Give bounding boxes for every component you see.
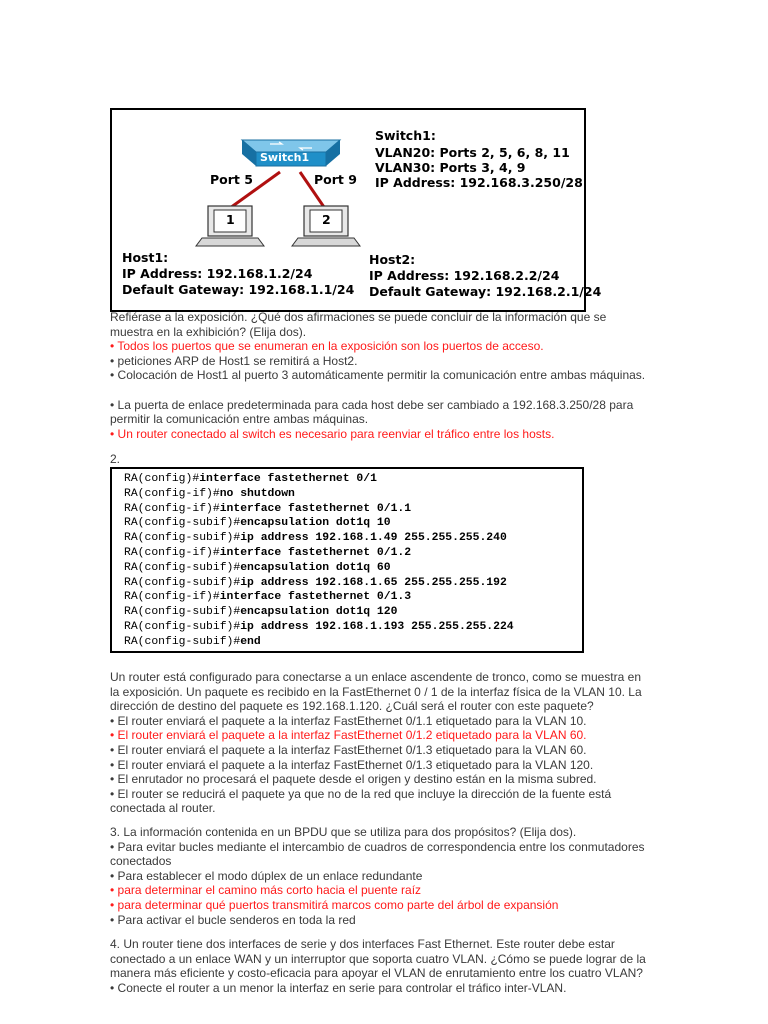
host1-ip: IP Address: 192.168.1.2/24 bbox=[122, 266, 313, 281]
switch-info-vlan30: VLAN30: Ports 3, 4, 9 bbox=[375, 160, 526, 175]
q1-answer: permitir la comunicación entre ambas máquinas. bbox=[110, 412, 369, 427]
pc1-number: 1 bbox=[226, 212, 235, 227]
q3-answer: conectados bbox=[110, 854, 172, 869]
q2-answer: • El enrutador no procesará el paquete desde el origen y destino están en la misma subred. bbox=[110, 772, 597, 787]
code-prompt: RA(config-subif)# bbox=[124, 635, 241, 648]
code-line bbox=[124, 577, 507, 589]
q4-question-line: conectado a un enlace WAN y un interruptor que soporta cuatro VLAN. ¿Cómo se puede lograr de la bbox=[110, 951, 646, 966]
code-command: ip address 192.168.1.49 255.255.255.240 bbox=[240, 532, 507, 545]
code-prompt: RA(config-if)# bbox=[124, 487, 220, 500]
q1-answer-correct: • Todos los puertos que se enumeran en la exposición son los puertos de acceso. bbox=[110, 339, 544, 354]
code-line bbox=[124, 606, 397, 618]
switch-info-vlan20: VLAN20: Ports 2, 5, 6, 8, 11 bbox=[375, 145, 570, 160]
code-prompt: RA(config-subif)# bbox=[124, 576, 241, 589]
q2-number: 2. bbox=[110, 452, 121, 466]
code-prompt: RA(config-subif)# bbox=[124, 606, 241, 619]
q3-question-line: 3. La información contenida en un BPDU que se utiliza para dos propósitos? (Elija dos). bbox=[110, 825, 577, 839]
q2-answer: • El router se reducirá el paquete ya que no de la red que incluye la dirección de la fuente está bbox=[110, 786, 612, 801]
q1-question-line: Refiérase a la exposición. ¿Qué dos afirmaciones se puede concluir de la información que se bbox=[110, 310, 607, 324]
q2-answer: • El router enviará el paquete a la interfaz FastEthernet 0/1.3 etiquetado para la VLAN 60. bbox=[110, 742, 587, 757]
q2-answer: • El router enviará el paquete a la interfaz FastEthernet 0/1.3 etiquetado para la VLAN 120. bbox=[110, 757, 594, 772]
code-command: interface fastethernet 0/1.1 bbox=[219, 502, 412, 515]
code-line bbox=[124, 488, 295, 500]
code-prompt: RA(config-if)# bbox=[124, 591, 220, 604]
q3-answer-correct: • para determinar el camino más corto hacia el puente raíz bbox=[110, 883, 422, 898]
q1-answer-correct: • Un router conectado al switch es necesario para reenviar el tráfico entre los hosts. bbox=[110, 426, 555, 441]
port5-label: Port 5 bbox=[210, 172, 253, 187]
host1-title: Host1: bbox=[122, 250, 169, 265]
code-line bbox=[124, 473, 377, 485]
question-3 bbox=[110, 825, 670, 927]
code-command: interface fastethernet 0/1.3 bbox=[219, 591, 412, 604]
switch-label: Switch1 bbox=[260, 151, 310, 164]
q1-spacer bbox=[110, 383, 670, 398]
code-command: end bbox=[240, 635, 261, 648]
q2-answer-correct: • El router enviará el paquete a la interfaz FastEthernet 0/1.2 etiquetado para la VLAN 60. bbox=[110, 728, 587, 743]
host2-title: Host2: bbox=[369, 252, 416, 267]
q2-answer: conectada al router. bbox=[110, 801, 216, 816]
q4-question-line: 4. Un router tiene dos interfaces de serie y dos interfaces Fast Ethernet. Este router debe estar bbox=[110, 937, 615, 951]
host2-ip: IP Address: 192.168.2.2/24 bbox=[369, 268, 560, 283]
port9-label: Port 9 bbox=[314, 172, 357, 187]
q3-answer-correct: • para determinar qué puertos transmitirá marcos como parte del árbol de expansión bbox=[110, 897, 559, 912]
question-2 bbox=[110, 670, 670, 816]
q4-answer: • Conecte el router a un menor la interfaz en serie para controlar el tráfico inter-VLAN. bbox=[110, 980, 567, 995]
switch-info-title: Switch1: bbox=[375, 128, 436, 143]
q1-question-line: muestra en la exhibición? (Elija dos). bbox=[110, 324, 307, 339]
code-command: interface fastethernet 0/1 bbox=[199, 473, 377, 485]
code-command: no shutdown bbox=[219, 487, 295, 500]
host2-gateway: Default Gateway: 192.168.2.1/24 bbox=[369, 284, 602, 299]
q4-question-line: manera más eficiente y costo-eficacia para apoyar el VLAN de enrutamiento entre los cuatro VLAN? bbox=[110, 966, 643, 981]
host1-gateway: Default Gateway: 192.168.1.1/24 bbox=[122, 282, 355, 297]
switch-info-ip: IP Address: 192.168.3.250/28 bbox=[375, 175, 583, 190]
code-line bbox=[124, 636, 261, 648]
code-prompt: RA(config-subif)# bbox=[124, 561, 241, 574]
question-1 bbox=[110, 310, 670, 441]
code-command: ip address 192.168.1.193 255.255.255.224 bbox=[240, 621, 514, 633]
code-prompt: RA(config-subif)# bbox=[124, 532, 241, 545]
code-line bbox=[124, 532, 507, 544]
code-prompt: RA(config-if)# bbox=[124, 547, 220, 559]
code-command: ip address 192.168.1.65 255.255.255.192 bbox=[240, 576, 507, 589]
q3-answer: • Para evitar bucles mediante el intercambio de cuadros de correspondencia entre los conmutadores bbox=[110, 839, 645, 854]
pc2-number: 2 bbox=[322, 212, 331, 227]
code-command: encapsulation dot1q 10 bbox=[240, 517, 391, 530]
code-command: encapsulation dot1q 60 bbox=[240, 561, 391, 574]
code-line bbox=[124, 562, 391, 574]
code-command: interface fastethernet 0/1.2 bbox=[219, 547, 412, 559]
code-command: encapsulation dot1q 120 bbox=[240, 606, 398, 619]
q2-answer: • El router enviará el paquete a la interfaz FastEthernet 0/1.1 etiquetado para la VLAN 10. bbox=[110, 713, 587, 728]
code-line bbox=[124, 591, 411, 603]
q1-answer: • Colocación de Host1 al puerto 3 automáticamente permitir la comunicación entre ambas máquinas. bbox=[110, 368, 646, 383]
code-line bbox=[124, 621, 514, 633]
q3-answer: • Para activar el bucle senderos en toda la red bbox=[110, 912, 356, 927]
q1-answer: • La puerta de enlace predeterminada para cada host debe ser cambiado a 192.168.3.250/28 para bbox=[110, 397, 634, 412]
router-config-exhibit bbox=[110, 467, 584, 653]
code-prompt: RA(config-if)# bbox=[124, 502, 220, 515]
code-prompt: RA(config-subif)# bbox=[124, 621, 241, 633]
code-line bbox=[124, 517, 391, 529]
question-4 bbox=[110, 937, 670, 995]
q2-question-line: dirección de destino del paquete es 192.168.1.120. ¿Cuál será el router con este paquete? bbox=[110, 699, 594, 714]
q2-question-line: la exposición. Un paquete es recibido en la FastEthernet 0 / 1 de la interfaz física de la VLAN 10. La bbox=[110, 684, 642, 699]
code-prompt: RA(config)# bbox=[124, 473, 200, 485]
q1-answer: • peticiones ARP de Host1 se remitirá a Host2. bbox=[110, 353, 358, 368]
q3-answer: • Para establecer el modo dúplex de un enlace redundante bbox=[110, 868, 423, 883]
code-line bbox=[124, 503, 411, 515]
code-line bbox=[124, 547, 411, 559]
network-diagram-figure bbox=[110, 108, 602, 312]
code-prompt: RA(config-subif)# bbox=[124, 517, 241, 530]
q2-question-line: Un router está configurado para conectarse a un enlace ascendente de tronco, como se muestra en bbox=[110, 670, 641, 684]
